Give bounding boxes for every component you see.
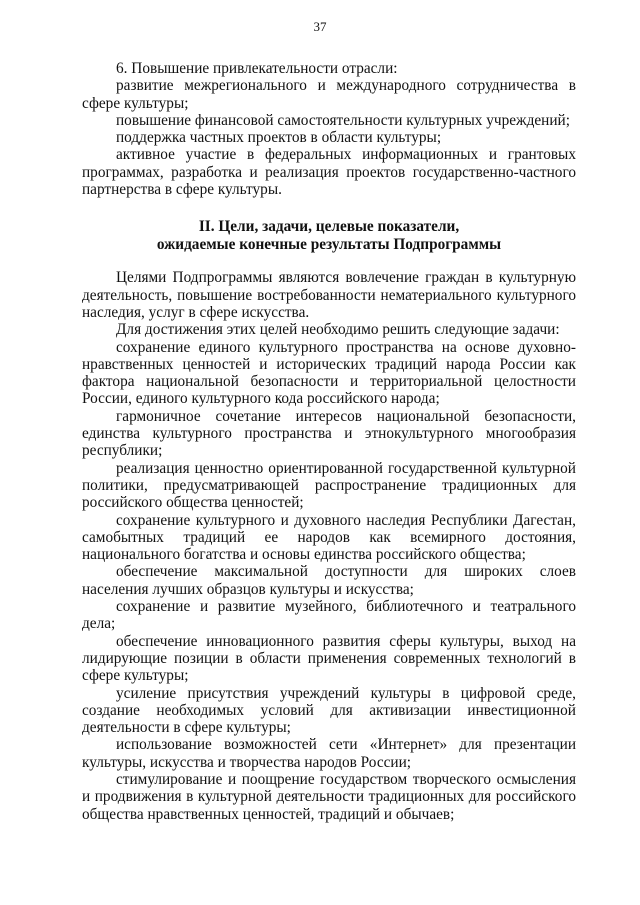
paragraph: поддержка частных проектов в области культуры; — [116, 129, 442, 147]
section-heading-line2: ожидаемые конечные результаты Подпрограммы — [156, 235, 502, 253]
paragraph: усиление присутствия учреждений культуры в цифровой среде, создание необходимых условий для активизации инвестиционной деятельности в сфере культуры; — [82, 684, 576, 737]
paragraph: Целями Подпрограммы являются вовлечение граждан в культурную деятельность, повышение востребованности нематериального культурного наследия, услуг в сфере искусства. — [82, 269, 576, 321]
paragraph: сохранение культурного и духовного наследия Республики Дагестан, самобытных традиций ее народов как всемирного достояния, национального богатства и основы единства российского общества; — [82, 511, 576, 564]
paragraph: обеспечение инновационного развития сферы культуры, выход на лидирующие позиции в области применения современных технологий в сфере культуры; — [82, 632, 576, 685]
section-heading-line1: II. Цели, задачи, целевые показатели, — [198, 218, 460, 236]
paragraph: использование возможностей сети «Интернет» для презентации культуры, искусства и творчества народов России; — [82, 736, 576, 771]
paragraph: гармоничное сочетание интересов национальной безопасности, единства культурного пространства и этнокультурного многообразия республики; — [82, 407, 576, 460]
paragraph: активное участие в федеральных информационных и грантовых программах, разработка и реализация проектов государственно-частного партнерства в сфере культуры. — [82, 146, 576, 199]
paragraph: сохранение единого культурного пространства на основе духовно-нравственных ценностей и исторических традиций народа России как фактора национальной безопасности и территориальной целостности России, единого культурного кода российского народа; — [82, 338, 576, 408]
paragraph: Для достижения этих целей необходимо решить следующие задачи: — [116, 321, 560, 339]
section-heading — [82, 218, 576, 253]
page-number: 37 — [313, 19, 327, 34]
paragraph: повышение финансовой самостоятельности культурных учреждений; — [116, 111, 570, 129]
paragraph: обеспечение максимальной доступности для широких слоев населения лучших образцов культуры и искусства; — [82, 563, 576, 598]
paragraph: сохранение и развитие музейного, библиотечного и театрального дела; — [82, 598, 576, 633]
page-content — [82, 60, 576, 823]
paragraph: 6. Повышение привлекательности отрасли: — [116, 60, 398, 77]
paragraph: развитие межрегионального и международного сотрудничества в сфере культуры; — [82, 77, 576, 112]
paragraph: реализация ценностно ориентированной государственной культурной политики, предусматривающей распространение традиционных для российского общества ценностей; — [82, 459, 576, 512]
paragraph: стимулирование и поощрение государством творческого осмысления и продвижения в культурной деятельности традиционных для российского общества нравственных ценностей, традиций и обычаев; — [82, 770, 576, 823]
